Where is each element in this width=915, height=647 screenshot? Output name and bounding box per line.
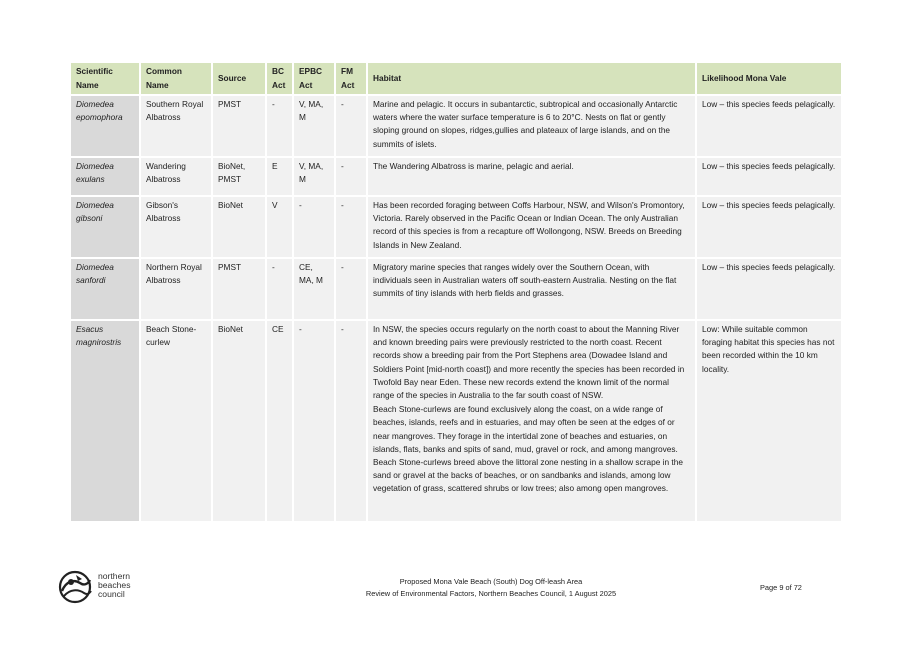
column-header: BC Act — [267, 63, 292, 94]
habitat-paragraph: Migratory marine species that ranges widely over the Southern Ocean, with individuals seen in Australian waters off south-eastern Australia. Nesting on the flat summits of tiny islands with herb fields and grasses. — [373, 262, 677, 299]
source-cell: BioNet — [213, 321, 265, 521]
common-cell: Gibson's Albatross — [141, 197, 211, 257]
northern-beaches-council-logo — [56, 569, 156, 609]
species-table — [69, 61, 843, 523]
habitat-cell — [368, 158, 695, 195]
source-cell: BioNet, PMST — [213, 158, 265, 195]
likelihood-cell: Low: While suitable common foraging habitat this species has not been recorded within the 10 km locality. — [697, 321, 841, 521]
column-header: Habitat — [368, 63, 695, 94]
source-cell: BioNet — [213, 197, 265, 257]
fm-cell: - — [336, 96, 366, 156]
common-cell: Beach Stone-curlew — [141, 321, 211, 521]
fm-cell: - — [336, 259, 366, 319]
page-number: Page 9 of 72 — [760, 583, 802, 592]
source-cell: PMST — [213, 96, 265, 156]
column-header: FM Act — [336, 63, 366, 94]
likelihood-cell: Low – this species feeds pelagically. — [697, 158, 841, 195]
council-emblem-icon — [56, 569, 96, 605]
table-body — [71, 96, 841, 521]
likelihood-cell: Low – this species feeds pelagically. — [697, 259, 841, 319]
bc-cell: V — [267, 197, 292, 257]
column-header: Source — [213, 63, 265, 94]
epbc-cell: - — [294, 321, 334, 521]
column-header: EPBC Act — [294, 63, 334, 94]
bc-cell: E — [267, 158, 292, 195]
table-row — [71, 96, 841, 156]
footer-subtitle: Review of Environmental Factors, Northern Beaches Council, 1 August 2025 — [365, 588, 617, 598]
table-header-row — [71, 63, 841, 94]
scientific-cell: Diomedea gibsoni — [71, 197, 139, 257]
habitat-cell — [368, 197, 695, 257]
habitat-paragraph: Beach Stone-curlews are found exclusively along the coast, on a wide range of beaches, islands, reefs and in estuaries, and may often be seen at the edges of or near mangroves. They forage in the intertidal zone of beaches and estuaries, on islands, flats, banks and spits of sand, mud, gravel or rock, and among mangroves. Beach Stone-curlews breed above the littoral zone nesting in a shallow scrape in the sand or gravel at the backs of beaches, or on sandbanks and islands, among low vegetation of grass, scattered shrubs or low trees; also among open mangroves. — [373, 404, 683, 494]
scientific-cell: Diomedea exulans — [71, 158, 139, 195]
scientific-cell: Diomedea sanfordi — [71, 259, 139, 319]
likelihood-cell: Low – this species feeds pelagically. — [697, 96, 841, 156]
table-row — [71, 259, 841, 319]
common-cell: Southern Royal Albatross — [141, 96, 211, 156]
habitat-cell — [368, 259, 695, 319]
fm-cell: - — [336, 321, 366, 521]
fm-cell: - — [336, 197, 366, 257]
common-cell: Wandering Albatross — [141, 158, 211, 195]
habitat-paragraph: In NSW, the species occurs regularly on the north coast to about the Manning River and known breeding pairs were previously restricted to the north coast. Recent records show a breeding pair from the Port Stephens area (Dowadee Island and Soldiers Point [mid-north coast]) and more recently the species has been recorded in Twofold Bay near Eden. These new records extend the known limit of the normal range of the species in Australia to the far south coast of NSW. — [373, 324, 685, 401]
scientific-cell: Diomedea epomophora — [71, 96, 139, 156]
habitat-cell — [368, 96, 695, 156]
common-cell: Northern Royal Albatross — [141, 259, 211, 319]
epbc-cell: V, MA, M — [294, 96, 334, 156]
table-row — [71, 158, 841, 195]
table-row — [71, 197, 841, 257]
scientific-cell: Esacus magnirostris — [71, 321, 139, 521]
footer-title: Proposed Mona Vale Beach (South) Dog Off-leash Area — [399, 577, 583, 586]
bc-cell: CE — [267, 321, 292, 521]
column-header: Common Name — [141, 63, 211, 94]
bc-cell: - — [267, 259, 292, 319]
epbc-cell: V, MA, M — [294, 158, 334, 195]
footer-document-title — [330, 576, 652, 599]
source-cell: PMST — [213, 259, 265, 319]
fm-cell: - — [336, 158, 366, 195]
habitat-cell — [368, 321, 695, 521]
bc-cell: - — [267, 96, 292, 156]
likelihood-cell: Low – this species feeds pelagically. — [697, 197, 841, 257]
column-header: Likelihood Mona Vale — [697, 63, 841, 94]
habitat-paragraph: The Wandering Albatross is marine, pelagic and aerial. — [373, 161, 574, 171]
column-header: Scientific Name — [71, 63, 139, 94]
epbc-cell: CE, MA, M — [294, 259, 334, 319]
habitat-paragraph: Has been recorded foraging between Coffs Harbour, NSW, and Wilson's Promontory, Victoria. Rarely observed in the Pacific Ocean or Indian Ocean. The only Australian record of this species is from a recapture off Wollongong, NSW. Breeds on Breeding Islands in New Zealand. — [373, 200, 685, 250]
habitat-paragraph: Marine and pelagic. It occurs in subantarctic, subtropical and occasionally Antarctic waters where the water surface temperature is 6 to 20°C. Nests on flat or gently sloping ground on slopes, ridges,gullies and plateaux of large islands, and on the summits of islets. — [373, 99, 678, 149]
epbc-cell: - — [294, 197, 334, 257]
logo-wordmark: northern beaches council — [98, 571, 131, 600]
table-row — [71, 321, 841, 521]
